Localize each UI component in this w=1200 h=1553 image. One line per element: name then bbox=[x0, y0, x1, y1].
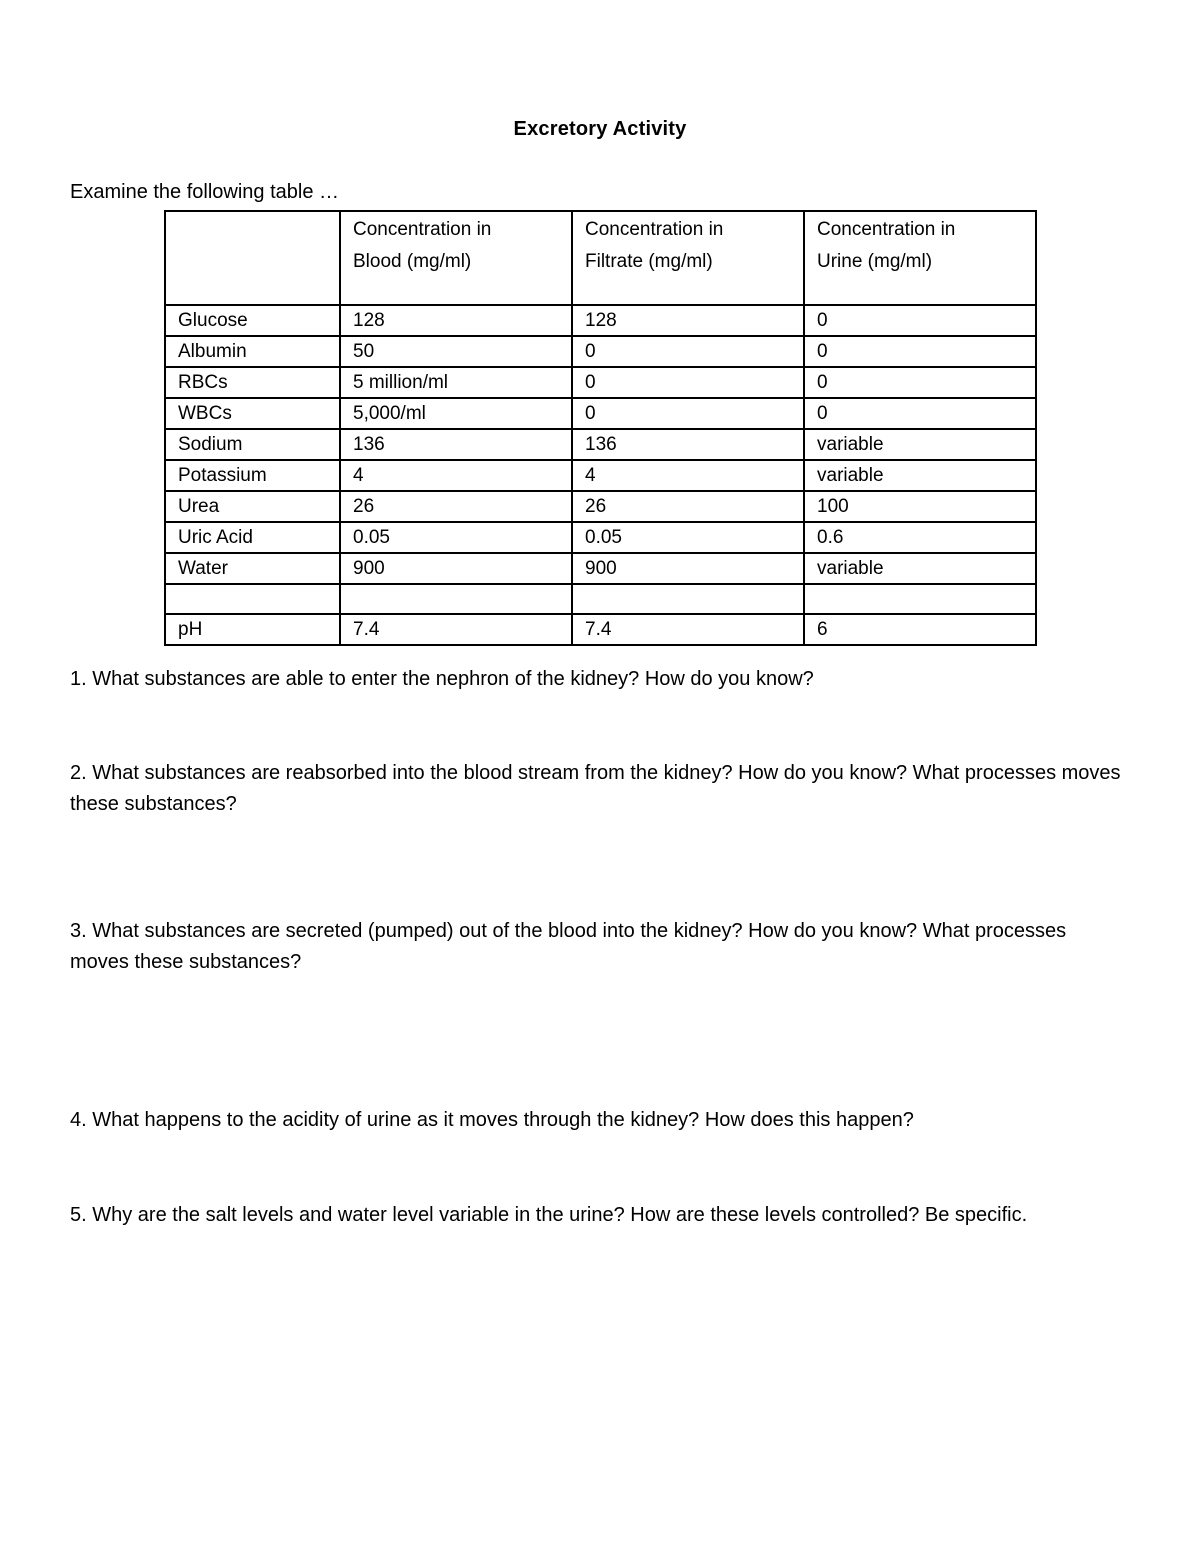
urine-cell: 0 bbox=[804, 367, 1036, 398]
table-row bbox=[165, 491, 1036, 522]
blood-cell: 7.4 bbox=[340, 614, 572, 645]
filtrate-cell: 128 bbox=[572, 305, 804, 336]
blood-cell: 136 bbox=[340, 429, 572, 460]
urine-cell: 0 bbox=[804, 305, 1036, 336]
table-row bbox=[165, 460, 1036, 491]
urine-cell: variable bbox=[804, 429, 1036, 460]
substance-cell: Urea bbox=[165, 491, 340, 522]
header-filtrate-line2: Filtrate (mg/ml) bbox=[585, 251, 713, 272]
filtrate-cell bbox=[572, 584, 804, 614]
blood-cell: 0.05 bbox=[340, 522, 572, 553]
substance-cell: WBCs bbox=[165, 398, 340, 429]
table-row bbox=[165, 614, 1036, 645]
question-4: 4. What happens to the acidity of urine as it moves through the kidney? How does this happen? bbox=[70, 1109, 914, 1131]
header-cell-filtrate bbox=[572, 211, 804, 305]
urine-cell: 6 bbox=[804, 614, 1036, 645]
table-header-row bbox=[165, 211, 1036, 305]
question-1: 1. What substances are able to enter the nephron of the kidney? How do you know? bbox=[70, 668, 814, 690]
header-filtrate-line1: Concentration in bbox=[585, 219, 724, 240]
urine-cell bbox=[804, 584, 1036, 614]
blood-cell: 900 bbox=[340, 553, 572, 584]
header-cell-empty bbox=[165, 211, 340, 305]
concentration-table bbox=[164, 210, 1037, 646]
intro-text: Examine the following table … bbox=[70, 181, 340, 203]
table-row bbox=[165, 522, 1036, 553]
table-row-empty bbox=[165, 584, 1036, 614]
filtrate-cell: 7.4 bbox=[572, 614, 804, 645]
header-cell-blood bbox=[340, 211, 572, 305]
filtrate-cell: 0.05 bbox=[572, 522, 804, 553]
table-row bbox=[165, 398, 1036, 429]
filtrate-cell: 0 bbox=[572, 336, 804, 367]
filtrate-cell: 4 bbox=[572, 460, 804, 491]
substance-cell: Sodium bbox=[165, 429, 340, 460]
blood-cell: 5,000/ml bbox=[340, 398, 572, 429]
substance-cell: pH bbox=[165, 614, 340, 645]
table-row bbox=[165, 336, 1036, 367]
table-row bbox=[165, 553, 1036, 584]
page-title: Excretory Activity bbox=[513, 118, 687, 140]
substance-cell: Albumin bbox=[165, 336, 340, 367]
urine-cell: 0.6 bbox=[804, 522, 1036, 553]
filtrate-cell: 136 bbox=[572, 429, 804, 460]
filtrate-cell: 900 bbox=[572, 553, 804, 584]
urine-cell: variable bbox=[804, 460, 1036, 491]
header-urine-line2: Urine (mg/ml) bbox=[817, 251, 933, 272]
blood-cell: 5 million/ml bbox=[340, 367, 572, 398]
substance-cell: Glucose bbox=[165, 305, 340, 336]
urine-cell: variable bbox=[804, 553, 1036, 584]
urine-cell: 0 bbox=[804, 336, 1036, 367]
filtrate-cell: 0 bbox=[572, 367, 804, 398]
question-5: 5. Why are the salt levels and water level variable in the urine? How are these levels controlled? Be specific. bbox=[70, 1204, 1028, 1226]
substance-cell: Potassium bbox=[165, 460, 340, 491]
filtrate-cell: 26 bbox=[572, 491, 804, 522]
header-cell-urine bbox=[804, 211, 1036, 305]
substance-cell: RBCs bbox=[165, 367, 340, 398]
question-3: 3. What substances are secreted (pumped) out of the blood into the kidney? How do you know? What processes moves these substances? bbox=[70, 920, 1067, 973]
urine-cell: 100 bbox=[804, 491, 1036, 522]
substance-cell bbox=[165, 584, 340, 614]
header-blood-line1: Concentration in bbox=[353, 219, 492, 240]
urine-cell: 0 bbox=[804, 398, 1036, 429]
blood-cell: 26 bbox=[340, 491, 572, 522]
filtrate-cell: 0 bbox=[572, 398, 804, 429]
blood-cell: 128 bbox=[340, 305, 572, 336]
table-row bbox=[165, 305, 1036, 336]
substance-cell: Water bbox=[165, 553, 340, 584]
table-row bbox=[165, 429, 1036, 460]
header-blood-line2: Blood (mg/ml) bbox=[353, 251, 472, 272]
question-2: 2. What substances are reabsorbed into the blood stream from the kidney? How do you know? What processes moves these substances? bbox=[70, 762, 1121, 815]
substance-cell: Uric Acid bbox=[165, 522, 340, 553]
blood-cell: 50 bbox=[340, 336, 572, 367]
header-urine-line1: Concentration in bbox=[817, 219, 956, 240]
table-row bbox=[165, 367, 1036, 398]
blood-cell: 4 bbox=[340, 460, 572, 491]
blood-cell bbox=[340, 584, 572, 614]
